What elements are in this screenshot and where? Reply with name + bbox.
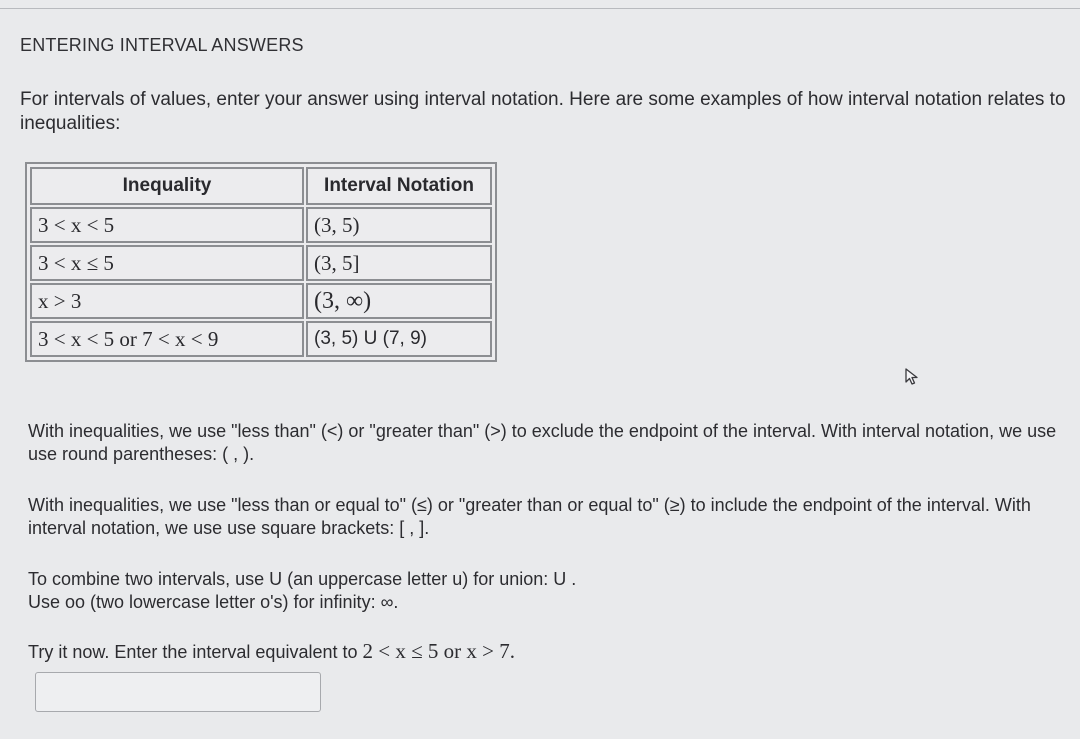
union-infinity-text (28, 568, 1073, 614)
include-endpoints-text: With inequalities, we use "less than or equal to" (≤) or "greater than or equal to" (≥) to include the endpoint of the interval. With interval notation, we use use square brackets: [ , ]. (28, 495, 1031, 538)
table-header-row (30, 167, 492, 205)
inequality-cell: 3 < x < 5 (30, 207, 304, 243)
examples-table (25, 162, 497, 362)
notation-cell: (3, 5) U (7, 9) (306, 321, 492, 357)
notation-cell: (3, 5] (306, 245, 492, 281)
intro-text: For intervals of values, enter your answer using interval notation. Here are some examples of how interval notation relates to inequalities: (20, 89, 1066, 134)
prompt-text: Try it now. Enter the interval equivalent to (28, 642, 358, 662)
table-row (30, 283, 492, 319)
section-heading: ENTERING INTERVAL ANSWERS (20, 35, 304, 55)
header-interval-notation: Interval Notation (306, 167, 492, 205)
top-divider (0, 8, 1080, 9)
inequality-cell: x > 3 (30, 283, 304, 319)
union-text: To combine two intervals, use U (an uppercase letter u) for union: U . (28, 569, 577, 589)
table-row (30, 245, 492, 281)
notation-cell: (3, ∞) (306, 283, 492, 319)
header-inequality: Inequality (30, 167, 304, 205)
try-it-prompt (28, 640, 1073, 664)
inequality-cell: 3 < x ≤ 5 (30, 245, 304, 281)
table-row (30, 207, 492, 243)
notation-cell: (3, 5) (306, 207, 492, 243)
prompt-math: 2 < x ≤ 5 or x > 7. (362, 639, 515, 663)
exclude-endpoints-text: With inequalities, we use "less than" (<) or "greater than" (>) to exclude the endpoint of the interval. With interval notation, we use use round parentheses: ( , ). (28, 421, 1057, 464)
inequality-cell: 3 < x < 5 or 7 < x < 9 (30, 321, 304, 357)
answer-input[interactable] (35, 672, 321, 712)
table-row (30, 321, 492, 357)
mouse-pointer-icon (902, 366, 924, 393)
infinity-text: Use oo (two lowercase letter o's) for infinity: ∞. (28, 592, 399, 612)
